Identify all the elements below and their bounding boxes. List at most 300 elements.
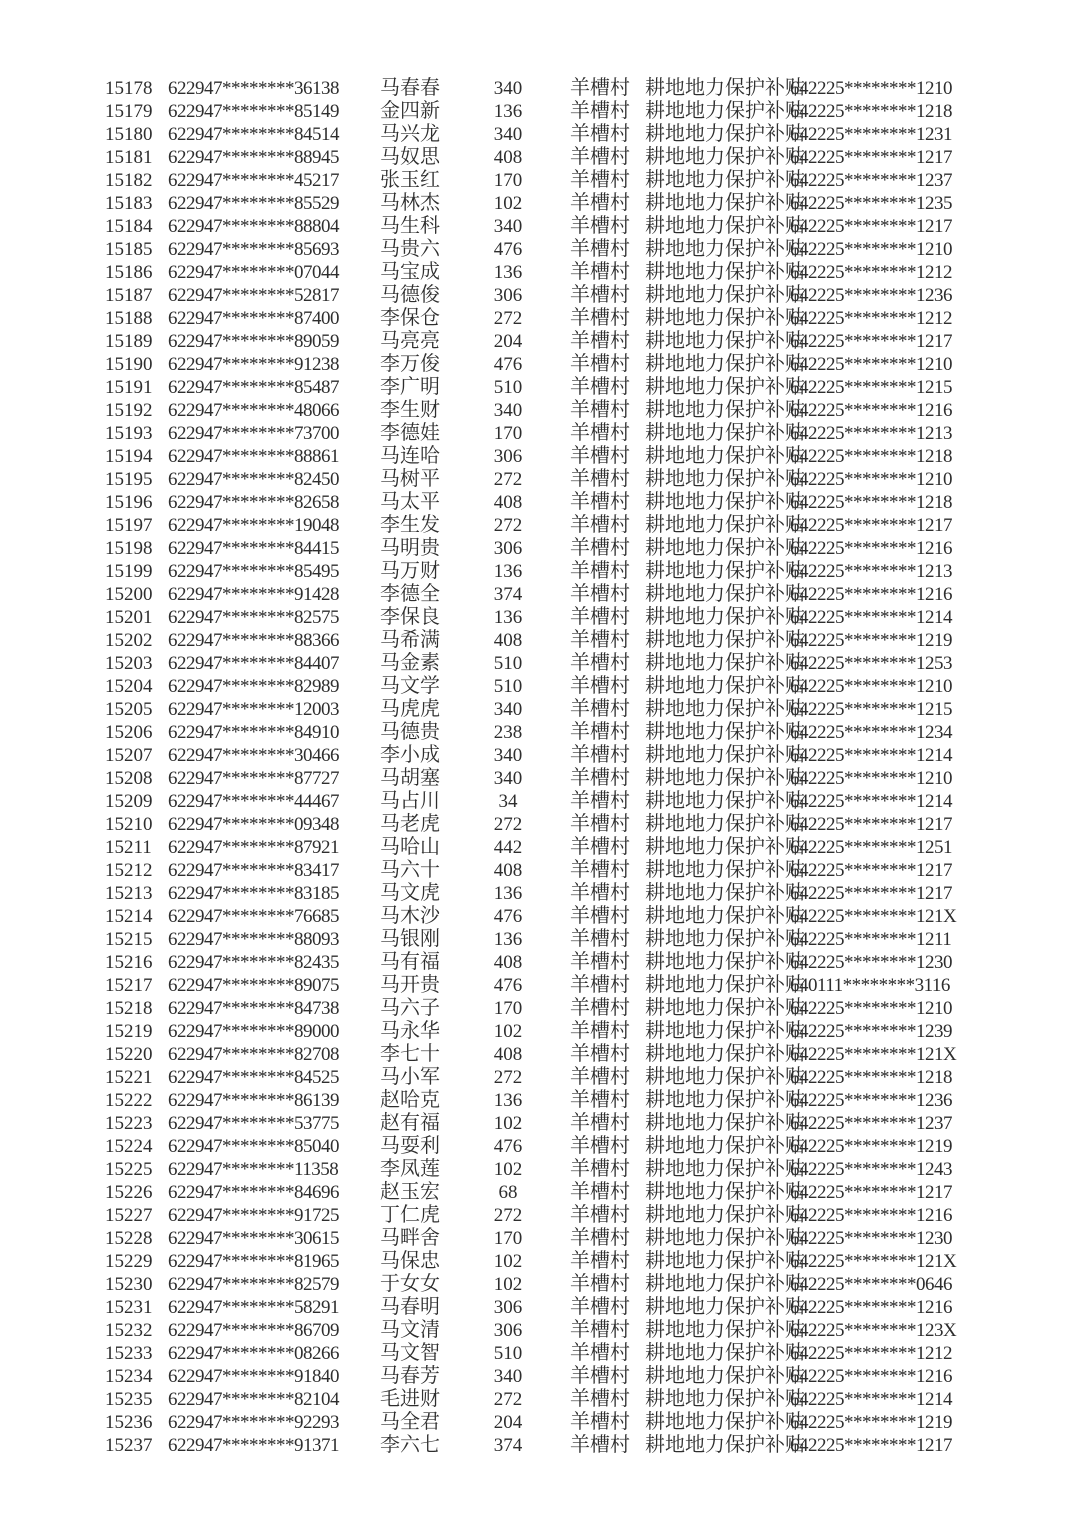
id-number-masked: 622947********89075 <box>168 975 339 996</box>
table-row <box>105 1250 990 1273</box>
row-index: 15192 <box>105 400 153 421</box>
bank-account-masked: 642225********123X <box>790 1320 957 1341</box>
row-index: 15225 <box>105 1159 153 1180</box>
row-index: 15231 <box>105 1297 153 1318</box>
subsidy-type: 耕地地力保护补贴 <box>645 1089 805 1111</box>
bank-account-masked: 642225********1210 <box>790 998 952 1019</box>
farmer-name: 马树平 <box>380 468 440 490</box>
subsidy-table <box>105 77 990 1457</box>
id-number-masked: 622947********84525 <box>168 1067 339 1088</box>
row-index: 15199 <box>105 561 153 582</box>
id-number-masked: 622947********85529 <box>168 193 339 214</box>
bank-account-masked: 642225********1212 <box>790 262 952 283</box>
subsidy-type: 耕地地力保护补贴 <box>645 767 805 789</box>
subsidy-amount: 204 <box>493 331 523 352</box>
farmer-name: 马哈山 <box>380 836 440 858</box>
id-number-masked: 622947********88366 <box>168 630 339 651</box>
farmer-name: 马希满 <box>380 629 440 651</box>
farmer-name: 张玉红 <box>380 169 440 191</box>
village-name: 羊槽村 <box>570 951 630 973</box>
bank-account-masked: 642225********1217 <box>790 216 952 237</box>
table-row <box>105 1434 990 1457</box>
bank-account-masked: 642225********1210 <box>790 469 952 490</box>
id-number-masked: 622947********53775 <box>168 1113 339 1134</box>
farmer-name: 马金素 <box>380 652 440 674</box>
row-index: 15208 <box>105 768 153 789</box>
bank-account-masked: 642225********1216 <box>790 538 952 559</box>
farmer-name: 马小军 <box>380 1066 440 1088</box>
subsidy-amount: 340 <box>493 699 523 720</box>
village-name: 羊槽村 <box>570 629 630 651</box>
row-index: 15179 <box>105 101 153 122</box>
table-row <box>105 1204 990 1227</box>
village-name: 羊槽村 <box>570 169 630 191</box>
table-row <box>105 675 990 698</box>
table-row <box>105 997 990 1020</box>
subsidy-type: 耕地地力保护补贴 <box>645 376 805 398</box>
table-row <box>105 859 990 882</box>
subsidy-type: 耕地地力保护补贴 <box>645 606 805 628</box>
subsidy-type: 耕地地力保护补贴 <box>645 1135 805 1157</box>
row-index: 15226 <box>105 1182 153 1203</box>
id-number-masked: 622947********86709 <box>168 1320 339 1341</box>
village-name: 羊槽村 <box>570 1250 630 1272</box>
farmer-name: 马木沙 <box>380 905 440 927</box>
subsidy-type: 耕地地力保护补贴 <box>645 1319 805 1341</box>
village-name: 羊槽村 <box>570 1365 630 1387</box>
subsidy-amount: 170 <box>493 998 523 1019</box>
subsidy-amount: 34 <box>498 791 518 812</box>
subsidy-type: 耕地地力保护补贴 <box>645 1434 805 1456</box>
subsidy-type: 耕地地力保护补贴 <box>645 1043 805 1065</box>
subsidy-amount: 442 <box>493 837 523 858</box>
village-name: 羊槽村 <box>570 652 630 674</box>
row-index: 15216 <box>105 952 153 973</box>
subsidy-type: 耕地地力保护补贴 <box>645 1181 805 1203</box>
table-row <box>105 836 990 859</box>
row-index: 15188 <box>105 308 153 329</box>
id-number-masked: 622947********91840 <box>168 1366 339 1387</box>
bank-account-masked: 642225********1219 <box>790 1412 952 1433</box>
village-name: 羊槽村 <box>570 261 630 283</box>
bank-account-masked: 642225********1211 <box>790 929 952 950</box>
id-number-masked: 622947********91371 <box>168 1435 339 1456</box>
village-name: 羊槽村 <box>570 100 630 122</box>
row-index: 15190 <box>105 354 153 375</box>
table-row <box>105 1181 990 1204</box>
id-number-masked: 622947********08266 <box>168 1343 339 1364</box>
row-index: 15183 <box>105 193 153 214</box>
table-row <box>105 767 990 790</box>
row-index: 15182 <box>105 170 153 191</box>
row-index: 15180 <box>105 124 153 145</box>
row-index: 15205 <box>105 699 153 720</box>
bank-account-masked: 642225********1235 <box>790 193 952 214</box>
subsidy-amount: 408 <box>493 1044 523 1065</box>
subsidy-amount: 306 <box>493 538 523 559</box>
subsidy-type: 耕地地力保护补贴 <box>645 1388 805 1410</box>
row-index: 15233 <box>105 1343 153 1364</box>
bank-account-masked: 642225********1243 <box>790 1159 952 1180</box>
table-row <box>105 698 990 721</box>
id-number-masked: 622947********87921 <box>168 837 339 858</box>
table-row <box>105 215 990 238</box>
row-index: 15220 <box>105 1044 153 1065</box>
id-number-masked: 622947********58291 <box>168 1297 339 1318</box>
farmer-name: 马宝成 <box>380 261 440 283</box>
id-number-masked: 622947********76685 <box>168 906 339 927</box>
bank-account-masked: 642225********1217 <box>790 1435 952 1456</box>
village-name: 羊槽村 <box>570 77 630 99</box>
farmer-name: 马占川 <box>380 790 440 812</box>
subsidy-type: 耕地地力保护补贴 <box>645 859 805 881</box>
bank-account-masked: 642225********1214 <box>790 791 952 812</box>
farmer-name: 李生发 <box>380 514 440 536</box>
row-index: 15235 <box>105 1389 153 1410</box>
farmer-name: 马开贵 <box>380 974 440 996</box>
row-index: 15206 <box>105 722 153 743</box>
bank-account-masked: 642225********1210 <box>790 768 952 789</box>
subsidy-amount: 170 <box>493 1228 523 1249</box>
row-index: 15224 <box>105 1136 153 1157</box>
subsidy-amount: 510 <box>493 653 523 674</box>
village-name: 羊槽村 <box>570 146 630 168</box>
subsidy-type: 耕地地力保护补贴 <box>645 169 805 191</box>
bank-account-masked: 642225********1215 <box>790 699 952 720</box>
farmer-name: 毛进财 <box>380 1388 440 1410</box>
farmer-name: 马耍利 <box>380 1135 440 1157</box>
subsidy-type: 耕地地力保护补贴 <box>645 537 805 559</box>
farmer-name: 李六七 <box>380 1434 440 1456</box>
village-name: 羊槽村 <box>570 744 630 766</box>
bank-account-masked: 642225********1216 <box>790 1205 952 1226</box>
farmer-name: 马有福 <box>380 951 440 973</box>
bank-account-masked: 642225********1219 <box>790 1136 952 1157</box>
subsidy-amount: 102 <box>493 1113 523 1134</box>
farmer-name: 马文虎 <box>380 882 440 904</box>
row-index: 15230 <box>105 1274 153 1295</box>
subsidy-type: 耕地地力保护补贴 <box>645 928 805 950</box>
subsidy-type: 耕地地力保护补贴 <box>645 422 805 444</box>
farmer-name: 李凤莲 <box>380 1158 440 1180</box>
bank-account-masked: 642225********1210 <box>790 78 952 99</box>
village-name: 羊槽村 <box>570 1089 630 1111</box>
row-index: 15209 <box>105 791 153 812</box>
village-name: 羊槽村 <box>570 491 630 513</box>
farmer-name: 李保良 <box>380 606 440 628</box>
subsidy-amount: 510 <box>493 1343 523 1364</box>
bank-account-masked: 642225********1214 <box>790 1389 952 1410</box>
row-index: 15229 <box>105 1251 153 1272</box>
subsidy-amount: 272 <box>493 308 523 329</box>
table-row <box>105 928 990 951</box>
bank-account-masked: 642225********1234 <box>790 722 952 743</box>
farmer-name: 赵哈克 <box>380 1089 440 1111</box>
farmer-name: 马春明 <box>380 1296 440 1318</box>
row-index: 15219 <box>105 1021 153 1042</box>
subsidy-amount: 340 <box>493 1366 523 1387</box>
row-index: 15221 <box>105 1067 153 1088</box>
id-number-masked: 622947********84910 <box>168 722 339 743</box>
subsidy-amount: 340 <box>493 78 523 99</box>
farmer-name: 赵有福 <box>380 1112 440 1134</box>
row-index: 15237 <box>105 1435 153 1456</box>
row-index: 15196 <box>105 492 153 513</box>
farmer-name: 李生财 <box>380 399 440 421</box>
subsidy-type: 耕地地力保护补贴 <box>645 1066 805 1088</box>
farmer-name: 李七十 <box>380 1043 440 1065</box>
farmer-name: 马奴思 <box>380 146 440 168</box>
bank-account-masked: 642225********1237 <box>790 1113 952 1134</box>
village-name: 羊槽村 <box>570 1043 630 1065</box>
village-name: 羊槽村 <box>570 606 630 628</box>
table-row <box>105 1066 990 1089</box>
id-number-masked: 622947********91238 <box>168 354 339 375</box>
subsidy-amount: 102 <box>493 1251 523 1272</box>
row-index: 15200 <box>105 584 153 605</box>
table-row <box>105 1158 990 1181</box>
table-row <box>105 1411 990 1434</box>
id-number-masked: 622947********09348 <box>168 814 339 835</box>
village-name: 羊槽村 <box>570 307 630 329</box>
row-index: 15232 <box>105 1320 153 1341</box>
subsidy-amount: 170 <box>493 170 523 191</box>
bank-account-masked: 642225********1219 <box>790 630 952 651</box>
subsidy-amount: 204 <box>493 1412 523 1433</box>
village-name: 羊槽村 <box>570 445 630 467</box>
subsidy-type: 耕地地力保护补贴 <box>645 330 805 352</box>
bank-account-masked: 642225********1217 <box>790 883 952 904</box>
bank-account-masked: 640111********3116 <box>790 975 950 996</box>
table-row <box>105 468 990 491</box>
bank-account-masked: 642225********1213 <box>790 423 952 444</box>
row-index: 15204 <box>105 676 153 697</box>
farmer-name: 马春芳 <box>380 1365 440 1387</box>
subsidy-amount: 408 <box>493 147 523 168</box>
bank-account-masked: 642225********1230 <box>790 1228 952 1249</box>
village-name: 羊槽村 <box>570 215 630 237</box>
subsidy-amount: 476 <box>493 354 523 375</box>
id-number-masked: 622947********89000 <box>168 1021 339 1042</box>
bank-account-masked: 642225********1237 <box>790 170 952 191</box>
subsidy-type: 耕地地力保护补贴 <box>645 1020 805 1042</box>
id-number-masked: 622947********83417 <box>168 860 339 881</box>
subsidy-type: 耕地地力保护补贴 <box>645 514 805 536</box>
village-name: 羊槽村 <box>570 192 630 214</box>
subsidy-type: 耕地地力保护补贴 <box>645 123 805 145</box>
table-row <box>105 376 990 399</box>
table-row <box>105 813 990 836</box>
subsidy-type: 耕地地力保护补贴 <box>645 560 805 582</box>
subsidy-amount: 340 <box>493 124 523 145</box>
bank-account-masked: 642225********1217 <box>790 860 952 881</box>
row-index: 15215 <box>105 929 153 950</box>
subsidy-type: 耕地地力保护补贴 <box>645 100 805 122</box>
subsidy-amount: 136 <box>493 561 523 582</box>
farmer-name: 于女女 <box>380 1273 440 1295</box>
farmer-name: 金四新 <box>380 100 440 122</box>
village-name: 羊槽村 <box>570 1020 630 1042</box>
village-name: 羊槽村 <box>570 1411 630 1433</box>
farmer-name: 马全君 <box>380 1411 440 1433</box>
subsidy-type: 耕地地力保护补贴 <box>645 146 805 168</box>
subsidy-type: 耕地地力保护补贴 <box>645 882 805 904</box>
farmer-name: 马德俊 <box>380 284 440 306</box>
id-number-masked: 622947********82989 <box>168 676 339 697</box>
subsidy-amount: 476 <box>493 239 523 260</box>
table-row <box>105 445 990 468</box>
id-number-masked: 622947********85040 <box>168 1136 339 1157</box>
village-name: 羊槽村 <box>570 767 630 789</box>
subsidy-type: 耕地地力保护补贴 <box>645 261 805 283</box>
farmer-name: 丁仁虎 <box>380 1204 440 1226</box>
row-index: 15213 <box>105 883 153 904</box>
subsidy-type: 耕地地力保护补贴 <box>645 1227 805 1249</box>
table-row <box>105 307 990 330</box>
bank-account-masked: 642225********1218 <box>790 101 952 122</box>
row-index: 15217 <box>105 975 153 996</box>
row-index: 15184 <box>105 216 153 237</box>
row-index: 15210 <box>105 814 153 835</box>
id-number-masked: 622947********85487 <box>168 377 339 398</box>
farmer-name: 马万财 <box>380 560 440 582</box>
village-name: 羊槽村 <box>570 928 630 950</box>
bank-account-masked: 642225********1216 <box>790 584 952 605</box>
row-index: 15227 <box>105 1205 153 1226</box>
village-name: 羊槽村 <box>570 583 630 605</box>
subsidy-amount: 102 <box>493 1021 523 1042</box>
subsidy-amount: 272 <box>493 469 523 490</box>
village-name: 羊槽村 <box>570 537 630 559</box>
table-row <box>105 790 990 813</box>
village-name: 羊槽村 <box>570 813 630 835</box>
farmer-name: 马春春 <box>380 77 440 99</box>
farmer-name: 李广明 <box>380 376 440 398</box>
subsidy-amount: 510 <box>493 377 523 398</box>
village-name: 羊槽村 <box>570 698 630 720</box>
subsidy-amount: 272 <box>493 1205 523 1226</box>
table-row <box>105 606 990 629</box>
table-row <box>105 905 990 928</box>
farmer-name: 马林杰 <box>380 192 440 214</box>
id-number-masked: 622947********30466 <box>168 745 339 766</box>
id-number-masked: 622947********84407 <box>168 653 339 674</box>
subsidy-type: 耕地地力保护补贴 <box>645 1365 805 1387</box>
id-number-masked: 622947********88093 <box>168 929 339 950</box>
subsidy-amount: 476 <box>493 906 523 927</box>
id-number-masked: 622947********19048 <box>168 515 339 536</box>
bank-account-masked: 642225********1236 <box>790 285 952 306</box>
subsidy-type: 耕地地力保护补贴 <box>645 399 805 421</box>
row-index: 15234 <box>105 1366 153 1387</box>
subsidy-amount: 272 <box>493 814 523 835</box>
subsidy-amount: 476 <box>493 975 523 996</box>
subsidy-type: 耕地地力保护补贴 <box>645 215 805 237</box>
bank-account-masked: 642225********1230 <box>790 952 952 973</box>
subsidy-type: 耕地地力保护补贴 <box>645 1158 805 1180</box>
subsidy-amount: 136 <box>493 101 523 122</box>
farmer-name: 李保仓 <box>380 307 440 329</box>
id-number-masked: 622947********11358 <box>168 1159 339 1180</box>
id-number-masked: 622947********82575 <box>168 607 339 628</box>
table-row <box>105 146 990 169</box>
id-number-masked: 622947********86139 <box>168 1090 339 1111</box>
table-row <box>105 537 990 560</box>
table-row <box>105 1365 990 1388</box>
village-name: 羊槽村 <box>570 1342 630 1364</box>
farmer-name: 马文智 <box>380 1342 440 1364</box>
table-row <box>105 882 990 905</box>
subsidy-amount: 306 <box>493 1297 523 1318</box>
subsidy-amount: 102 <box>493 1159 523 1180</box>
farmer-name: 李德娃 <box>380 422 440 444</box>
id-number-masked: 622947********84415 <box>168 538 339 559</box>
row-index: 15222 <box>105 1090 153 1111</box>
row-index: 15223 <box>105 1113 153 1134</box>
table-row <box>105 951 990 974</box>
bank-account-masked: 642225********1217 <box>790 814 952 835</box>
row-index: 15194 <box>105 446 153 467</box>
row-index: 15197 <box>105 515 153 536</box>
subsidy-amount: 374 <box>493 1435 523 1456</box>
id-number-masked: 622947********82450 <box>168 469 339 490</box>
subsidy-amount: 136 <box>493 607 523 628</box>
farmer-name: 马文清 <box>380 1319 440 1341</box>
farmer-name: 赵玉宏 <box>380 1181 440 1203</box>
subsidy-amount: 340 <box>493 745 523 766</box>
farmer-name: 马贵六 <box>380 238 440 260</box>
farmer-name: 李小成 <box>380 744 440 766</box>
id-number-masked: 622947********92293 <box>168 1412 339 1433</box>
table-row <box>105 514 990 537</box>
village-name: 羊槽村 <box>570 238 630 260</box>
subsidy-amount: 408 <box>493 630 523 651</box>
row-index: 15228 <box>105 1228 153 1249</box>
bank-account-masked: 642225********1215 <box>790 377 952 398</box>
village-name: 羊槽村 <box>570 1296 630 1318</box>
village-name: 羊槽村 <box>570 1434 630 1456</box>
id-number-masked: 622947********52817 <box>168 285 339 306</box>
id-number-masked: 622947********84514 <box>168 124 339 145</box>
id-number-masked: 622947********81965 <box>168 1251 339 1272</box>
subsidy-amount: 136 <box>493 1090 523 1111</box>
subsidy-type: 耕地地力保护补贴 <box>645 307 805 329</box>
village-name: 羊槽村 <box>570 468 630 490</box>
table-row <box>105 744 990 767</box>
farmer-name: 马保忠 <box>380 1250 440 1272</box>
subsidy-amount: 136 <box>493 262 523 283</box>
village-name: 羊槽村 <box>570 1273 630 1295</box>
farmer-name: 马文学 <box>380 675 440 697</box>
farmer-name: 马六子 <box>380 997 440 1019</box>
farmer-name: 马连哈 <box>380 445 440 467</box>
row-index: 15189 <box>105 331 153 352</box>
farmer-name: 马明贵 <box>380 537 440 559</box>
village-name: 羊槽村 <box>570 905 630 927</box>
id-number-masked: 622947********91725 <box>168 1205 339 1226</box>
id-number-masked: 622947********88861 <box>168 446 339 467</box>
subsidy-amount: 102 <box>493 193 523 214</box>
id-number-masked: 622947********07044 <box>168 262 339 283</box>
bank-account-masked: 642225********1239 <box>790 1021 952 1042</box>
village-name: 羊槽村 <box>570 1204 630 1226</box>
id-number-masked: 622947********88945 <box>168 147 339 168</box>
bank-account-masked: 642225********1216 <box>790 1297 952 1318</box>
bank-account-masked: 642225********1213 <box>790 561 952 582</box>
row-index: 15198 <box>105 538 153 559</box>
id-number-masked: 622947********91428 <box>168 584 339 605</box>
subsidy-amount: 340 <box>493 400 523 421</box>
